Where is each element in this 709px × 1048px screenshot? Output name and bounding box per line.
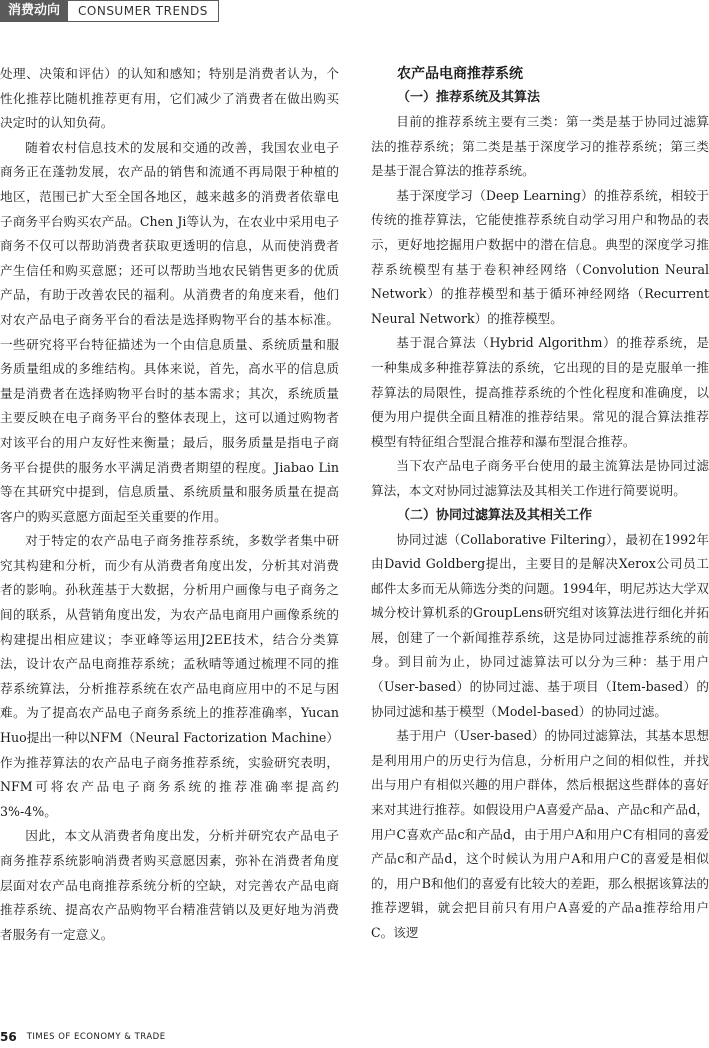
section-title: 农产品电商推荐系统 — [397, 66, 523, 82]
page-number: 56 — [0, 1030, 17, 1044]
page-footer — [0, 1026, 709, 1048]
paragraph: 基于用户（User-based）的协同过滤算法，其基本思想是利用用户的历史行为信息，分析用户之间的相似性，并找出与用户有相似兴趣的用户群体，然后根据这些群体的喜好来对其进行推荐。如假设用户A喜爱产品a、产品c和产品d，用户C喜欢产品c和产品d，由于用户A和用户C有相同的喜爱产品c和产品d，这个时候认为用户A和用户C的喜爱是相似的，用户B和他们的喜爱有比较大的差距，那么根据该算法的推荐逻辑，就会把目前只有用户A喜爱的产品a推荐给用户C。该逻 — [371, 728, 709, 940]
paragraph: 基于深度学习（Deep Learning）的推荐系统，相较于传统的推荐算法，它能使推荐系统自动学习用户和物品的表示，更好地挖掘用户数据中的潜在信息。典型的深度学习推荐系统模型有基于卷积神经网络（Convolution Neural Network）的推荐模型和基于循环神经网络（Recurrent Neural Network）的推荐模型。 — [371, 187, 709, 326]
right-column — [371, 62, 709, 946]
subsection-title-1: （一）推荐系统及其算法 — [397, 90, 541, 105]
section-label-en: CONSUMER TRENDS — [68, 0, 219, 22]
paragraph: 当下农产品电子商务平台使用的最主流算法是协同过滤算法，本文对协同过滤算法及其相关工作进行简要说明。 — [371, 458, 709, 498]
paragraph: 基于混合算法（Hybrid Algorithm）的推荐系统，是一种集成多种推荐算法的系统，它出现的目的是克服单一推荐算法的局限性，提高推荐系统的个性化程度和准确度，以便为用户提供全面且精准的推荐结果。常见的混合算法推荐模型有特征组合型混合推荐和瀑布型混合推荐。 — [371, 335, 709, 449]
magazine-name: TIMES OF ECONOMY & TRADE — [26, 1032, 166, 1042]
paragraph: 目前的推荐系统主要有三类：第一类是基于协同过滤算法的推荐系统；第二类是基于深度学习的推荐系统；第三类是基于混合算法的推荐系统。 — [371, 114, 709, 179]
paragraph: 协同过滤（Collaborative Filtering），最初在1992年由David Goldberg提出，主要目的是解决Xerox公司员工邮件太多而无从筛选分类的问题。1994年，明尼苏达大学双城分校计算机系的GroupLens研究组对该算法进行细化并拓展，创建了一个新闻推荐系统，这是协同过滤推荐系统的前身。到目前为止，协同过滤算法可以分为三种：基于用户（User-based）的协同过滤、基于项目（Item-based）的协同过滤和基于模型（Model-based）的协同过滤。 — [371, 531, 709, 719]
paragraph: 随着农村信息技术的发展和交通的改善，我国农业电子商务正在蓬勃发展，农产品的销售和流通不再局限于种植的地区，范围已扩大至全国各地区，越来越多的消费者依靠电子商务平台购买农产品。Chen Ji等认为，在农业中采用电子商务不仅可以帮助消费者获取更透明的信息，从而使消费者产生信任和购买意愿；还可以帮助当地农民销售更多的优质产品，有助于改善农民的福利。从消费者的角度来看，他们对农产品电子商务平台的看法是选择购物平台的基本标准。一些研究将平台特征描述为一个由信息质量、系统质量和服务质量组成的多维结构。具体来说，首先，高水平的信息质量是消费者在选择购物平台时的基本需求；其次，系统质量主要反映在电子商务平台的整体表现上，这可以通过购物者对该平台的用户友好性来衡量；最后，服务质量是指电子商务平台提供的服务水平满足消费者期望的程度。Jiabao Lin等在其研究中提到，信息质量、系统质量和服务质量在提高客户的购买意愿方面起至关重要的作用。 — [0, 139, 339, 524]
paragraph: 处理、决策和评估）的认知和感知；特别是消费者认为，个性化推荐比随机推荐更有用，它们减少了消费者在做出购买决定时的认知负荷。 — [0, 66, 339, 131]
page-header — [0, 0, 236, 22]
subsection-title-2: （二）协同过滤算法及其相关工作 — [397, 507, 593, 523]
section-label: 消费动向 — [0, 0, 68, 22]
left-column — [0, 62, 339, 947]
paragraph: 因此，本文从消费者角度出发，分析并研究农产品电子商务推荐系统影响消费者购买意愿因素，弥补在消费者角度层面对农产品电商推荐系统分析的空缺，对完善农产品电商推荐系统、提高农产品购物平台精准营销以及更好地为消费者服务有一定意义。 — [0, 828, 339, 942]
paragraph: 对于特定的农产品电子商务推荐系统，多数学者集中研究其构建和分析，而少有从消费者角度出发，分析其对消费者的影响。孙秋莲基于大数据，分析用户画像与电子商务之间的联系，从营销角度出发，为农产品电商用户画像系统的构建提出相应建议；李亚峰等运用J2EE技术，结合分类算法，设计农产品电商推荐系统；孟秋晴等通过梳理不同的推荐系统算法，分析推荐系统在农产品电商应用中的不足与困难。为了提高农产品电子商务系统上的推荐准确率，Yucan Huo提出一种以NFM（Neural Factorization Machine）作为推荐算法的农产品电子商务推荐系统，实验研究表明，NFM可将农产品电子商务系统的推荐准确率提高约3%-4%。 — [0, 533, 339, 819]
